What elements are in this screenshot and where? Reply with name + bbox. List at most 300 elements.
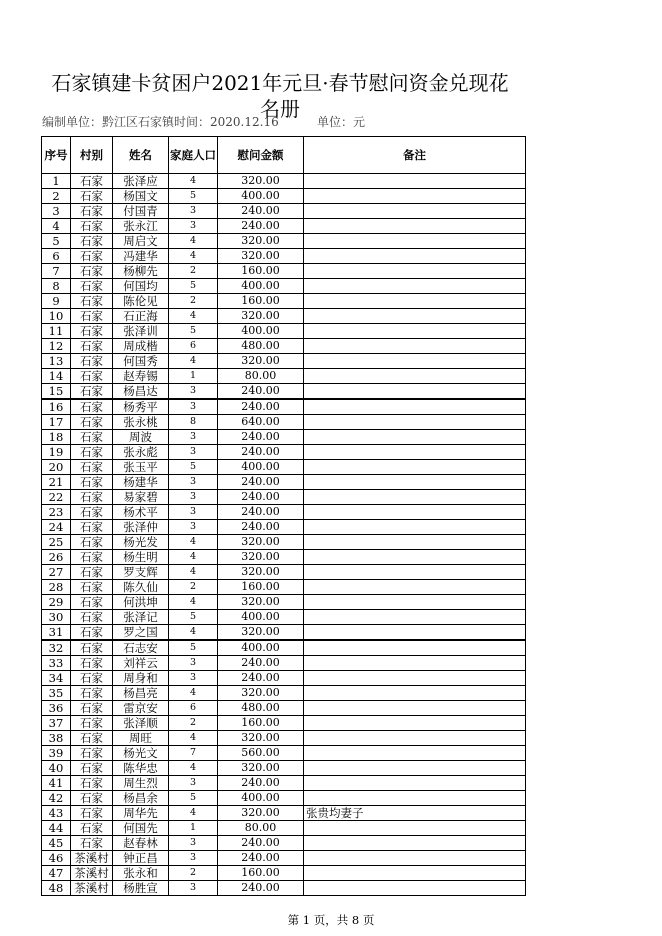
cell-amount: 240.00: [218, 851, 304, 866]
cell-name: 周旺: [113, 731, 169, 746]
cell-family: 1: [169, 369, 218, 384]
cell-name: 杨秀平: [113, 399, 169, 415]
cell-note: [304, 535, 526, 550]
cell-seq: 17: [42, 415, 71, 430]
cell-seq: 21: [42, 475, 71, 490]
cell-name: 罗之国: [113, 625, 169, 641]
header-family: [169, 137, 218, 174]
cell-seq: 45: [42, 836, 71, 851]
table-body: [42, 174, 526, 896]
cell-name: 钟正昌: [113, 851, 169, 866]
cell-seq: 35: [42, 686, 71, 701]
cell-seq: 42: [42, 791, 71, 806]
cell-amount: 320.00: [218, 550, 304, 565]
cell-note: [304, 520, 526, 535]
cell-name: 张泽应: [113, 174, 169, 189]
header-village: 村别: [71, 137, 113, 174]
cell-amount: 400.00: [218, 189, 304, 204]
cell-family: 5: [169, 640, 218, 656]
cell-family: 3: [169, 505, 218, 520]
table-row: [42, 565, 526, 580]
cell-village: 石家: [71, 294, 113, 309]
cell-name: 赵寿锡: [113, 369, 169, 384]
cell-amount: 240.00: [218, 204, 304, 219]
cell-seq: 44: [42, 821, 71, 836]
cell-name: 杨光发: [113, 535, 169, 550]
cell-seq: 16: [42, 399, 71, 415]
cell-note: [304, 776, 526, 791]
cell-family: 8: [169, 415, 218, 430]
table-row: [42, 490, 526, 505]
cell-amount: 160.00: [218, 716, 304, 731]
cell-note: [304, 580, 526, 595]
cell-amount: 240.00: [218, 399, 304, 415]
cell-note: [304, 234, 526, 249]
cell-family: 4: [169, 595, 218, 610]
cell-seq: 31: [42, 625, 71, 641]
cell-name: 张永彪: [113, 445, 169, 460]
cell-note: [304, 415, 526, 430]
cell-seq: 38: [42, 731, 71, 746]
cell-seq: 20: [42, 460, 71, 475]
cell-village: 石家: [71, 354, 113, 369]
cell-family: 4: [169, 550, 218, 565]
cell-note: [304, 445, 526, 460]
cell-note: [304, 701, 526, 716]
cell-family: 4: [169, 354, 218, 369]
cell-note: [304, 309, 526, 324]
cell-family: 4: [169, 761, 218, 776]
cell-amount: 240.00: [218, 475, 304, 490]
cell-family: 4: [169, 249, 218, 264]
cell-note: [304, 505, 526, 520]
header-seq: 序号: [42, 137, 71, 174]
cell-amount: 400.00: [218, 610, 304, 625]
table-row: [42, 415, 526, 430]
cell-note: [304, 324, 526, 339]
cell-village: 茶溪村: [71, 881, 113, 896]
header-family-text: 家庭人口: [170, 148, 216, 162]
table-row: [42, 866, 526, 881]
cell-note: [304, 610, 526, 625]
cell-name: 雷京安: [113, 701, 169, 716]
cell-name: 陈久仙: [113, 580, 169, 595]
cell-village: 石家: [71, 189, 113, 204]
cell-family: 5: [169, 791, 218, 806]
cell-village: 石家: [71, 535, 113, 550]
cell-note: [304, 716, 526, 731]
cell-village: 石家: [71, 219, 113, 234]
cell-seq: 13: [42, 354, 71, 369]
cell-note: [304, 369, 526, 384]
page-footer: 第 1 页，共 8 页: [287, 913, 375, 927]
cell-family: 3: [169, 219, 218, 234]
cell-seq: 26: [42, 550, 71, 565]
cell-family: 5: [169, 189, 218, 204]
cell-name: 何国先: [113, 821, 169, 836]
cell-name: 刘祥云: [113, 656, 169, 671]
cell-amount: 160.00: [218, 294, 304, 309]
cell-family: 3: [169, 656, 218, 671]
cell-amount: 240.00: [218, 384, 304, 400]
header-amount: [218, 137, 304, 174]
cell-village: 石家: [71, 430, 113, 445]
cell-name: 石志安: [113, 640, 169, 656]
cell-village: 石家: [71, 234, 113, 249]
cell-amount: 320.00: [218, 174, 304, 189]
cell-name: 张泽训: [113, 324, 169, 339]
cell-village: 石家: [71, 279, 113, 294]
cell-name: 冯建华: [113, 249, 169, 264]
cell-amount: 320.00: [218, 535, 304, 550]
cell-seq: 23: [42, 505, 71, 520]
cell-seq: 43: [42, 806, 71, 821]
cell-amount: 480.00: [218, 701, 304, 716]
cell-amount: 80.00: [218, 369, 304, 384]
cell-amount: 320.00: [218, 234, 304, 249]
cell-amount: 240.00: [218, 776, 304, 791]
table-row: [42, 354, 526, 369]
cell-name: 杨建华: [113, 475, 169, 490]
cell-village: 石家: [71, 264, 113, 279]
cell-family: 2: [169, 716, 218, 731]
cell-seq: 33: [42, 656, 71, 671]
cell-note: [304, 264, 526, 279]
cell-village: 石家: [71, 716, 113, 731]
cell-village: 茶溪村: [71, 866, 113, 881]
table-row: [42, 791, 526, 806]
cell-village: 石家: [71, 701, 113, 716]
cell-family: 2: [169, 294, 218, 309]
date-label: 时间：2020.12.16: [174, 115, 279, 129]
page-title: 石家镇建卡贫困户2021年元旦·春节慰问资金兑现花: [51, 71, 509, 95]
table-row: [42, 505, 526, 520]
cell-amount: 400.00: [218, 279, 304, 294]
cell-name: 张泽仲: [113, 520, 169, 535]
cell-amount: 320.00: [218, 309, 304, 324]
cell-family: 4: [169, 731, 218, 746]
cell-village: 石家: [71, 445, 113, 460]
cell-note: [304, 399, 526, 415]
cell-note: [304, 354, 526, 369]
cell-name: 周华先: [113, 806, 169, 821]
table-row: [42, 610, 526, 625]
table-row: [42, 625, 526, 641]
cell-amount: 160.00: [218, 866, 304, 881]
cell-village: 石家: [71, 415, 113, 430]
cell-family: 3: [169, 836, 218, 851]
cell-family: 1: [169, 821, 218, 836]
cell-amount: 320.00: [218, 354, 304, 369]
cell-amount: 240.00: [218, 836, 304, 851]
cell-name: 赵春林: [113, 836, 169, 851]
cell-seq: 1: [42, 174, 71, 189]
cell-seq: 22: [42, 490, 71, 505]
cell-village: 石家: [71, 595, 113, 610]
cell-seq: 46: [42, 851, 71, 866]
cell-note: [304, 249, 526, 264]
cell-note: [304, 836, 526, 851]
cell-seq: 9: [42, 294, 71, 309]
table-row: [42, 881, 526, 896]
cell-name: 周波: [113, 430, 169, 445]
cell-family: 5: [169, 279, 218, 294]
cell-note: [304, 174, 526, 189]
cell-amount: 240.00: [218, 430, 304, 445]
cell-village: 石家: [71, 806, 113, 821]
cell-seq: 3: [42, 204, 71, 219]
cell-note: [304, 565, 526, 580]
cell-village: 石家: [71, 174, 113, 189]
cell-name: 杨国文: [113, 189, 169, 204]
cell-name: 杨昌余: [113, 791, 169, 806]
cell-name: 陈伦见: [113, 294, 169, 309]
cell-village: 石家: [71, 490, 113, 505]
roster-table: [41, 136, 526, 896]
cell-amount: 320.00: [218, 686, 304, 701]
cell-family: 4: [169, 806, 218, 821]
cell-village: 石家: [71, 836, 113, 851]
cell-amount: 240.00: [218, 445, 304, 460]
cell-name: 易家碧: [113, 490, 169, 505]
cell-note: [304, 791, 526, 806]
cell-note: [304, 625, 526, 641]
cell-family: 3: [169, 490, 218, 505]
cell-family: 2: [169, 866, 218, 881]
cell-family: 3: [169, 204, 218, 219]
cell-amount: 320.00: [218, 761, 304, 776]
table-row: [42, 249, 526, 264]
cell-seq: 29: [42, 595, 71, 610]
header-note: 备注: [304, 137, 526, 174]
cell-village: 石家: [71, 309, 113, 324]
cell-seq: 14: [42, 369, 71, 384]
table-row: [42, 430, 526, 445]
cell-note: [304, 671, 526, 686]
cell-village: 石家: [71, 399, 113, 415]
cell-note: [304, 430, 526, 445]
cell-family: 3: [169, 851, 218, 866]
cell-seq: 18: [42, 430, 71, 445]
cell-seq: 47: [42, 866, 71, 881]
table-row: [42, 776, 526, 791]
table-row: [42, 686, 526, 701]
table-row: [42, 656, 526, 671]
table-row: [42, 761, 526, 776]
cell-amount: 160.00: [218, 264, 304, 279]
cell-seq: 8: [42, 279, 71, 294]
cell-name: 杨光文: [113, 746, 169, 761]
cell-seq: 25: [42, 535, 71, 550]
table-row: [42, 460, 526, 475]
cell-name: 周生烈: [113, 776, 169, 791]
cell-seq: 32: [42, 640, 71, 656]
table-row: [42, 219, 526, 234]
cell-family: 4: [169, 309, 218, 324]
table-row: [42, 671, 526, 686]
meta-line: [42, 113, 366, 130]
table-row: [42, 640, 526, 656]
cell-seq: 4: [42, 219, 71, 234]
cell-amount: 320.00: [218, 249, 304, 264]
cell-village: 石家: [71, 324, 113, 339]
cell-name: 杨昌亮: [113, 686, 169, 701]
cell-name: 杨术平: [113, 505, 169, 520]
unit-label: 单位：元: [317, 115, 366, 129]
cell-family: 7: [169, 746, 218, 761]
cell-name: 何洪坤: [113, 595, 169, 610]
table-row: [42, 731, 526, 746]
cell-name: 何国秀: [113, 354, 169, 369]
cell-name: 张永江: [113, 219, 169, 234]
cell-name: 张永和: [113, 866, 169, 881]
cell-family: 3: [169, 881, 218, 896]
cell-village: 石家: [71, 610, 113, 625]
cell-village: 石家: [71, 565, 113, 580]
cell-amount: 240.00: [218, 505, 304, 520]
cell-amount: 240.00: [218, 671, 304, 686]
cell-seq: 48: [42, 881, 71, 896]
cell-amount: 160.00: [218, 580, 304, 595]
cell-village: 石家: [71, 821, 113, 836]
cell-amount: 320.00: [218, 731, 304, 746]
cell-village: 石家: [71, 731, 113, 746]
cell-name: 张泽记: [113, 610, 169, 625]
cell-amount: 320.00: [218, 806, 304, 821]
table-row: [42, 580, 526, 595]
cell-note: [304, 686, 526, 701]
title-area: [0, 60, 560, 121]
cell-amount: 320.00: [218, 565, 304, 580]
cell-note: [304, 595, 526, 610]
cell-family: 3: [169, 430, 218, 445]
cell-seq: 15: [42, 384, 71, 400]
cell-seq: 24: [42, 520, 71, 535]
cell-family: 4: [169, 625, 218, 641]
header-amount-text: 慰问金额: [237, 148, 284, 162]
cell-amount: 400.00: [218, 791, 304, 806]
table-row: [42, 716, 526, 731]
table-row: [42, 309, 526, 324]
cell-amount: 240.00: [218, 219, 304, 234]
cell-village: 石家: [71, 520, 113, 535]
cell-amount: 400.00: [218, 640, 304, 656]
cell-family: 2: [169, 580, 218, 595]
cell-amount: 640.00: [218, 415, 304, 430]
cell-family: 3: [169, 776, 218, 791]
cell-seq: 6: [42, 249, 71, 264]
cell-family: 6: [169, 339, 218, 354]
cell-family: 5: [169, 324, 218, 339]
table-row: [42, 384, 526, 400]
table-row: [42, 836, 526, 851]
cell-amount: 320.00: [218, 625, 304, 641]
cell-seq: 40: [42, 761, 71, 776]
table-row: [42, 520, 526, 535]
cell-family: 5: [169, 460, 218, 475]
cell-name: 石正海: [113, 309, 169, 324]
cell-village: 石家: [71, 249, 113, 264]
cell-seq: 41: [42, 776, 71, 791]
cell-note: [304, 851, 526, 866]
cell-amount: 240.00: [218, 520, 304, 535]
cell-name: 何国均: [113, 279, 169, 294]
cell-family: 4: [169, 234, 218, 249]
cell-name: 杨胜宣: [113, 881, 169, 896]
table-row: [42, 369, 526, 384]
cell-village: 石家: [71, 791, 113, 806]
cell-village: 石家: [71, 580, 113, 595]
cell-seq: 28: [42, 580, 71, 595]
cell-seq: 10: [42, 309, 71, 324]
table-row: [42, 339, 526, 354]
table-row: [42, 550, 526, 565]
cell-note: [304, 294, 526, 309]
table-header-row: [42, 137, 526, 174]
cell-name: 张玉平: [113, 460, 169, 475]
cell-amount: 320.00: [218, 595, 304, 610]
cell-family: 6: [169, 701, 218, 716]
cell-village: 石家: [71, 460, 113, 475]
cell-name: 周成楷: [113, 339, 169, 354]
cell-family: 3: [169, 520, 218, 535]
cell-seq: 2: [42, 189, 71, 204]
table-row: [42, 399, 526, 415]
cell-village: 石家: [71, 625, 113, 641]
cell-note: [304, 881, 526, 896]
cell-seq: 12: [42, 339, 71, 354]
cell-note: [304, 490, 526, 505]
cell-name: 罗支辉: [113, 565, 169, 580]
cell-seq: 27: [42, 565, 71, 580]
cell-name: 杨柳先: [113, 264, 169, 279]
cell-note: [304, 550, 526, 565]
cell-seq: 36: [42, 701, 71, 716]
cell-note: [304, 189, 526, 204]
cell-amount: 240.00: [218, 656, 304, 671]
cell-note: [304, 475, 526, 490]
cell-amount: 240.00: [218, 881, 304, 896]
cell-village: 石家: [71, 640, 113, 656]
table-row: [42, 821, 526, 836]
table-row: [42, 535, 526, 550]
cell-family: 3: [169, 475, 218, 490]
table-row: [42, 746, 526, 761]
cell-name: 张泽顺: [113, 716, 169, 731]
table-row: [42, 445, 526, 460]
cell-village: 石家: [71, 776, 113, 791]
table-row: [42, 294, 526, 309]
cell-amount: 400.00: [218, 324, 304, 339]
table-row: [42, 234, 526, 249]
cell-note: [304, 279, 526, 294]
cell-amount: 240.00: [218, 490, 304, 505]
cell-amount: 560.00: [218, 746, 304, 761]
cell-amount: 400.00: [218, 460, 304, 475]
cell-seq: 19: [42, 445, 71, 460]
cell-family: 4: [169, 174, 218, 189]
cell-family: 5: [169, 610, 218, 625]
cell-family: 3: [169, 671, 218, 686]
cell-name: 杨生明: [113, 550, 169, 565]
cell-note: [304, 460, 526, 475]
cell-note: [304, 384, 526, 400]
cell-seq: 7: [42, 264, 71, 279]
cell-village: 石家: [71, 369, 113, 384]
cell-seq: 34: [42, 671, 71, 686]
table-row: [42, 204, 526, 219]
cell-seq: 5: [42, 234, 71, 249]
